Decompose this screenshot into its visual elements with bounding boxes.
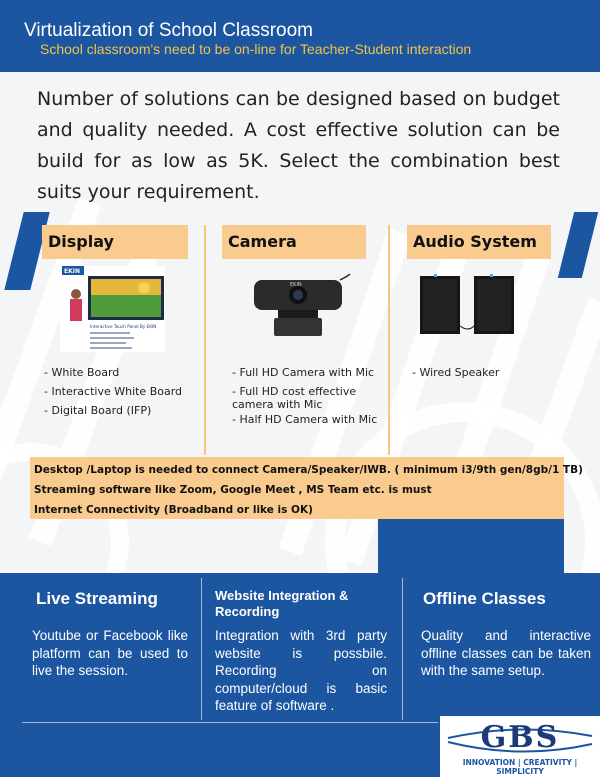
requirement-line: Desktop /Laptop is needed to connect Camera/Speaker/IWB. ( minimum i3/9th gen/8gb/1 TB): [34, 464, 583, 476]
header-banner: [0, 0, 600, 72]
list-item: - Full HD Camera with Mic: [232, 366, 388, 379]
offline-classes-title: Offline Classes: [423, 589, 546, 608]
speaker-image: [420, 274, 520, 336]
column-divider: [201, 578, 202, 720]
intro-paragraph: Number of solutions can be designed based on budget and quality needed. A cost effective solution can be build for as low as 5K. Select the combination best suits your requirement.: [37, 88, 560, 203]
list-item: - Full HD cost effective camera with Mic: [232, 385, 388, 411]
display-caption-text: Interactive Touch Panel By EKIN: [90, 324, 157, 329]
website-integration-text: Integration with 3rd party website is possbile. Recording on computer/cloud is basic feature of software .: [215, 628, 387, 713]
requirements-box: [30, 457, 583, 519]
list-item: - Half HD Camera with Mic: [232, 413, 388, 426]
logo-tagline: INNOVATION | CREATIVITY | SIMPLICITY: [462, 758, 578, 776]
page-title: Virtualization of School Classroom: [24, 20, 314, 41]
webcam-image: [252, 272, 352, 340]
list-item: - Interactive White Board: [44, 385, 204, 398]
gbs-logo: [440, 716, 600, 777]
category-audio-label: Audio System: [407, 225, 551, 259]
category-display-label: Display: [42, 225, 188, 259]
website-integration-title: Website Integration & Recording: [215, 588, 349, 619]
column-divider: [402, 578, 403, 720]
bottom-divider: [22, 722, 438, 723]
requirement-line: Streaming software like Zoom, Google Meet , MS Team etc. is must: [34, 484, 432, 496]
live-streaming-text: Youtube or Facebook like platform can be used to live the session.: [32, 628, 188, 678]
list-item: - White Board: [44, 366, 204, 379]
camera-options-list: [232, 366, 388, 432]
camera-brand-text: EKIN: [290, 282, 302, 288]
live-streaming-title: Live Streaming: [36, 589, 158, 608]
category-divider: [204, 225, 206, 455]
interactive-panel-image: [60, 266, 165, 352]
display-brand-text: EKIN: [64, 268, 81, 275]
offline-classes-text: Quality and interactive offline classes can be taken with the same setup.: [421, 628, 591, 678]
category-camera-label: Camera: [222, 225, 366, 259]
display-options-list: [44, 366, 204, 423]
logo-wordmark: GBS: [480, 720, 560, 755]
page-subtitle: School classroom's need to be on-line for Teacher-Student interaction: [40, 41, 472, 57]
requirement-line: Internet Connectivity (Broadband or like is OK): [34, 504, 313, 516]
audio-options-list: [412, 366, 562, 385]
list-item: - Wired Speaker: [412, 366, 562, 379]
category-divider: [388, 225, 390, 455]
list-item: - Digital Board (IFP): [44, 404, 204, 417]
